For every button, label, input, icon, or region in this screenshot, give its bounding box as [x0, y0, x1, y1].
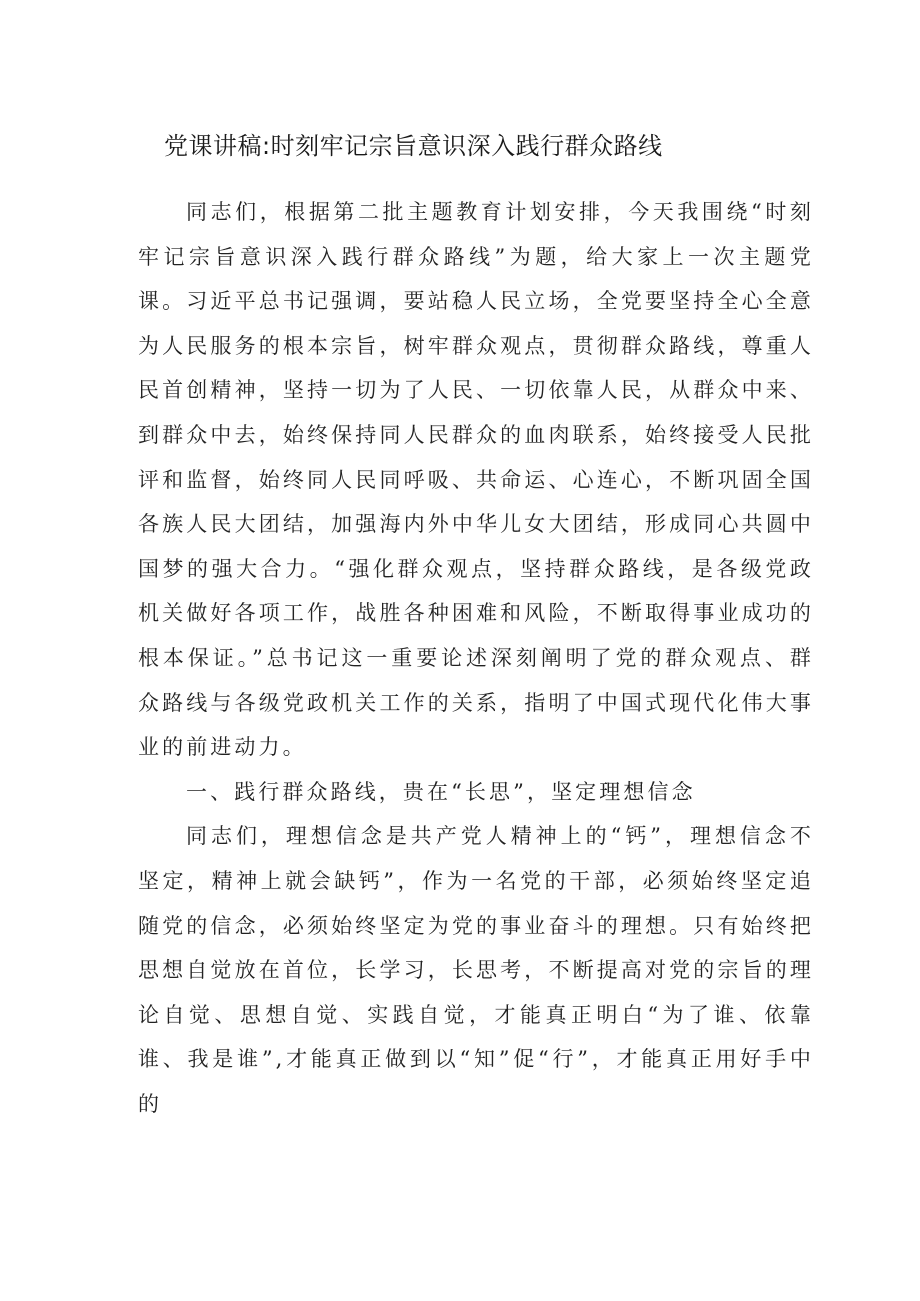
document-title: 党课讲稿:时刻牢记宗旨意识深入践行群众路线 — [164, 132, 663, 160]
section-1-paragraph: 同志们，理想信念是共产党人精神上的“钙”，理想信念不坚定，精神上就会缺钙”，作为一名党的干部，必须始终坚定追随党的信念，必须始终坚定为党的事业奋斗的理想。只有始终把思想自觉放在首位，长学习，长思考，不断提高对党的宗旨的理论自觉、思想自觉、实践自觉，才能真正明白“为了谁、依靠谁、我是谁”,才能真正做到以“知”促“行”，才能真正用好手中的 — [138, 824, 814, 1116]
section-heading-1: 一、践行群众路线，贵在“长思”，坚定理想信念 — [186, 779, 696, 804]
intro-paragraph: 同志们，根据第二批主题教育计划安排，今天我围绕“时刻牢记宗旨意识深入践行群众路线”为题，给大家上一次主题党课。习近平总书记强调，要站稳人民立场，全党要坚持全心全意为人民服务的根本宗旨，树牢群众观点，贯彻群众路线，尊重人民首创精神，坚持一切为了人民、一切依靠人民，从群众中来、到群众中去，始终保持同人民群众的血肉联系，始终接受人民批评和监督，始终同人民同呼吸、共命运、心连心，不断巩固全国各族人民大团结，加强海内外中华儿女大团结，形成同心共圆中国梦的强大合力。“强化群众观点，坚持群众路线，是各级党政机关做好各项工作，战胜各种困难和风险，不断取得事业成功的根本保证。”总书记这一重要论述深刻阐明了党的群众观点、群众路线与各级党政机关工作的关系，指明了中国式现代化伟大事业的前进动力。 — [138, 200, 814, 760]
document-body — [138, 190, 814, 1126]
